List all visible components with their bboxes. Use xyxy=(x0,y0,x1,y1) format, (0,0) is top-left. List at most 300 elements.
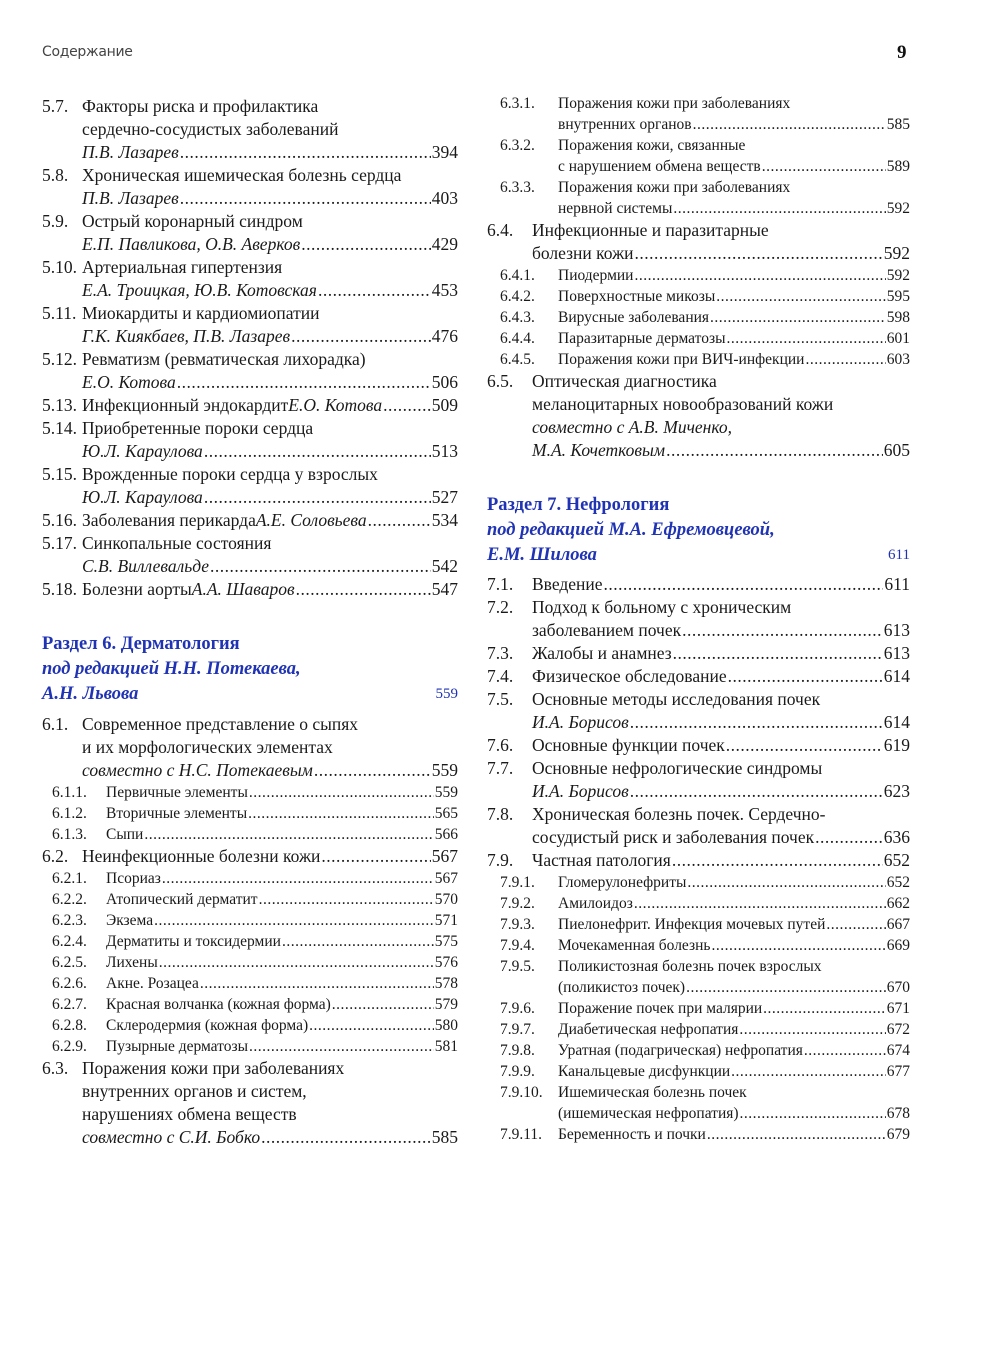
entry-line xyxy=(532,757,910,780)
entry-title: Жалобы и анамнез xyxy=(532,643,672,663)
entry-page[interactable]: 623 xyxy=(883,781,910,801)
toc-entry[interactable] xyxy=(42,509,458,532)
toc-subentry[interactable] xyxy=(42,782,458,803)
entry-author: Ю.Л. Караулова xyxy=(82,487,203,507)
entry-body xyxy=(82,532,458,578)
entry-line xyxy=(82,233,458,256)
entry-page[interactable]: 509 xyxy=(431,395,458,415)
entry-line xyxy=(82,141,458,164)
entry-line xyxy=(532,219,910,242)
toc-entry[interactable] xyxy=(42,256,458,302)
entry-page[interactable]: 592 xyxy=(886,200,910,217)
dot-leader xyxy=(144,824,433,845)
dot-leader xyxy=(630,780,883,803)
entry-number: 7.9.1. xyxy=(500,874,535,891)
heading-line xyxy=(487,518,910,543)
toc-column-right xyxy=(487,93,910,1145)
entry-body xyxy=(82,1057,458,1149)
entry-body xyxy=(82,578,458,601)
toc-subentry[interactable] xyxy=(487,914,910,935)
section-heading[interactable] xyxy=(42,632,458,707)
dot-leader xyxy=(693,114,886,135)
dot-leader xyxy=(686,977,886,998)
toc-subentry[interactable] xyxy=(487,307,910,328)
entry-page[interactable]: 559 xyxy=(431,760,458,780)
entry-number: 7.9.5. xyxy=(500,958,535,975)
entry-title: Красная волчанка (кожная форма) xyxy=(106,996,331,1013)
entry-line xyxy=(82,348,458,371)
entry-body xyxy=(558,1061,910,1082)
entry-page[interactable]: 403 xyxy=(431,188,458,208)
toc-subentry[interactable] xyxy=(487,1124,910,1145)
entry-title: Псориаз xyxy=(106,870,161,887)
entry-number: 6.4.4. xyxy=(500,330,535,347)
dot-leader xyxy=(634,265,885,286)
entry-title: Уратная (подагрическая) нефропатия xyxy=(558,1042,803,1059)
entry-line xyxy=(558,307,910,328)
toc-subentry[interactable] xyxy=(42,973,458,994)
entry-body xyxy=(558,1124,910,1145)
toc-subentry[interactable] xyxy=(42,824,458,845)
entry-title: Миокардиты и кардиомиопатии xyxy=(82,303,320,323)
toc-entry[interactable] xyxy=(42,578,458,601)
entry-page[interactable]: 613 xyxy=(883,643,910,663)
entry-author: совместно с Н.С. Потекаевым xyxy=(82,760,313,780)
entry-number: 6.4.5. xyxy=(500,351,535,368)
entry-title: Пузырные дерматозы xyxy=(106,1038,249,1055)
dot-leader xyxy=(291,325,431,348)
entry-line xyxy=(558,872,910,893)
dot-leader xyxy=(682,619,883,642)
toc-subentry[interactable] xyxy=(487,265,910,286)
entry-title: Болезни аорты xyxy=(82,579,192,599)
dot-leader xyxy=(634,893,886,914)
entry-number: 6.2.8. xyxy=(52,1017,87,1034)
entry-line xyxy=(82,509,458,532)
entry-number: 5.18. xyxy=(42,579,77,599)
entry-body xyxy=(558,872,910,893)
entry-page[interactable]: 527 xyxy=(431,487,458,507)
toc-subentry[interactable] xyxy=(42,803,458,824)
entry-line xyxy=(558,1124,910,1145)
toc-entry[interactable] xyxy=(42,532,458,578)
entry-page[interactable]: 671 xyxy=(886,1000,910,1017)
entry-line xyxy=(82,1080,458,1103)
entry-page[interactable]: 578 xyxy=(434,975,458,992)
dot-leader xyxy=(204,486,431,509)
entry-number: 5.7. xyxy=(42,96,69,116)
entry-page[interactable]: 559 xyxy=(434,784,458,801)
entry-page[interactable]: 453 xyxy=(431,280,458,300)
dot-leader xyxy=(309,1015,434,1036)
entry-number: 6.1.3. xyxy=(52,826,87,843)
entry-number: 5.13. xyxy=(42,395,77,415)
entry-page[interactable]: 678 xyxy=(886,1105,910,1122)
entry-page[interactable]: 601 xyxy=(886,330,910,347)
dot-leader xyxy=(177,371,431,394)
entry-body xyxy=(558,177,910,219)
entry-line xyxy=(106,910,458,931)
entry-line xyxy=(82,256,458,279)
toc-entry[interactable] xyxy=(487,688,910,734)
entry-line xyxy=(82,555,458,578)
toc-entry[interactable] xyxy=(42,417,458,463)
toc-subentry[interactable] xyxy=(487,1082,910,1124)
entry-page[interactable]: 595 xyxy=(886,288,910,305)
entry-number: 6.2.1. xyxy=(52,870,87,887)
toc-subentry[interactable] xyxy=(487,328,910,349)
entry-page[interactable]: 614 xyxy=(883,666,910,686)
toc-entry[interactable] xyxy=(487,757,910,803)
entry-title: Беременность и почки xyxy=(558,1126,706,1143)
entry-page[interactable]: 567 xyxy=(431,846,458,866)
toc-entry[interactable] xyxy=(487,642,910,665)
toc-subentry[interactable] xyxy=(487,935,910,956)
entry-page[interactable]: 598 xyxy=(886,309,910,326)
entry-body xyxy=(558,998,910,1019)
dot-leader xyxy=(154,910,434,931)
entry-body xyxy=(532,219,910,265)
entry-page[interactable]: 567 xyxy=(434,870,458,887)
dot-leader xyxy=(261,1126,431,1149)
entry-page[interactable]: 570 xyxy=(434,891,458,908)
entry-page[interactable]: 672 xyxy=(886,1021,910,1038)
entry-line xyxy=(82,1126,458,1149)
entry-line xyxy=(558,1061,910,1082)
toc-column-left xyxy=(42,95,458,1149)
entry-page[interactable]: 513 xyxy=(431,441,458,461)
entry-page[interactable]: 619 xyxy=(883,735,910,755)
entry-line xyxy=(106,889,458,910)
heading-line xyxy=(42,632,458,657)
entry-body xyxy=(558,286,910,307)
entry-number: 5.10. xyxy=(42,257,77,277)
entry-body xyxy=(558,349,910,370)
entry-number: 6.2.4. xyxy=(52,933,87,950)
toc-subentry[interactable] xyxy=(487,872,910,893)
entry-title: Физическое обследование xyxy=(532,666,727,686)
entry-number: 6.4.2. xyxy=(500,288,535,305)
entry-page[interactable]: 576 xyxy=(434,954,458,971)
entry-title: Ишемическая болезнь почек xyxy=(558,1084,747,1101)
heading-line xyxy=(42,657,458,682)
toc-entry[interactable] xyxy=(487,219,910,265)
entry-line xyxy=(558,998,910,1019)
running-title: Содержание xyxy=(42,44,133,60)
entry-title: Артериальная гипертензия xyxy=(82,257,283,277)
toc-entry[interactable] xyxy=(42,394,458,417)
entry-author: совместно с С.И. Бобко xyxy=(82,1127,261,1147)
entry-line xyxy=(558,935,910,956)
entry-line xyxy=(558,1082,910,1103)
entry-page[interactable]: 636 xyxy=(883,827,910,847)
entry-title: Амилоидоз xyxy=(558,895,633,912)
entry-title: Поверхностные микозы xyxy=(558,288,716,305)
toc-entry[interactable] xyxy=(42,713,458,782)
entry-title: и их морфологических элементах xyxy=(82,737,333,757)
entry-title: Хроническая ишемическая болезнь сердца xyxy=(82,165,402,185)
toc-entry[interactable] xyxy=(42,1057,458,1149)
toc-subentry[interactable] xyxy=(487,93,910,135)
toc-subentry[interactable] xyxy=(42,994,458,1015)
entry-number: 7.9. xyxy=(487,850,514,870)
entry-title: Основные нефрологические синдромы xyxy=(532,758,823,778)
dot-leader xyxy=(249,782,434,803)
entry-page[interactable]: 667 xyxy=(886,916,910,933)
toc-entry[interactable] xyxy=(42,302,458,348)
toc-entry[interactable] xyxy=(487,573,910,596)
entry-line xyxy=(82,164,458,187)
entry-number: 6.2.5. xyxy=(52,954,87,971)
entry-number: 6.2.6. xyxy=(52,975,87,992)
entry-page[interactable]: 506 xyxy=(431,372,458,392)
entry-page[interactable]: 652 xyxy=(886,874,910,891)
entry-line xyxy=(106,824,458,845)
dot-leader xyxy=(204,440,431,463)
entry-page[interactable]: 547 xyxy=(431,579,458,599)
dot-leader xyxy=(739,1019,885,1040)
entry-title: нарушениях обмена веществ xyxy=(82,1104,297,1124)
entry-author: А.Е. Соловьева xyxy=(255,510,367,530)
toc-subentry[interactable] xyxy=(487,135,910,177)
entry-title: Факторы риска и профилактика xyxy=(82,96,319,116)
entry-title: Неинфекционные болезни кожи xyxy=(82,846,321,866)
entry-title: Мочекаменная болезнь xyxy=(558,937,711,954)
entry-line xyxy=(82,210,458,233)
entry-page[interactable]: 542 xyxy=(431,556,458,576)
toc-subentry[interactable] xyxy=(487,956,910,998)
entry-page[interactable]: 674 xyxy=(886,1042,910,1059)
entry-page[interactable]: 585 xyxy=(886,116,910,133)
entry-line xyxy=(106,994,458,1015)
entry-page[interactable]: 611 xyxy=(884,574,910,594)
toc-subentry[interactable] xyxy=(42,1015,458,1036)
heading-line xyxy=(487,543,910,568)
entry-body xyxy=(82,713,458,782)
entry-page[interactable]: 575 xyxy=(434,933,458,950)
entry-page[interactable]: 566 xyxy=(434,826,458,843)
entry-number: 7.9.7. xyxy=(500,1021,535,1038)
entry-number: 7.9.6. xyxy=(500,1000,535,1017)
entry-body xyxy=(558,307,910,328)
entry-line xyxy=(82,394,458,417)
entry-page[interactable]: 592 xyxy=(886,267,910,284)
entry-body xyxy=(106,952,458,973)
entry-title: Приобретенные пороки сердца xyxy=(82,418,314,438)
entry-number: 7.9.8. xyxy=(500,1042,535,1059)
heading-line xyxy=(42,682,458,707)
entry-title: Поражения кожи при ВИЧ-инфекции xyxy=(558,351,805,368)
toc-entry[interactable] xyxy=(487,734,910,757)
entry-title: Заболевания перикарда xyxy=(82,510,256,530)
heading-title: Раздел 7. Нефрология xyxy=(487,495,670,515)
entry-title: внутренних органов xyxy=(558,116,692,133)
dot-leader xyxy=(368,509,431,532)
dot-leader xyxy=(259,889,434,910)
entry-title: Поражения кожи при заболеваниях xyxy=(558,95,791,112)
entry-body xyxy=(558,914,910,935)
toc-entry[interactable] xyxy=(42,463,458,509)
entry-number: 7.3. xyxy=(487,643,514,663)
entry-line xyxy=(532,642,910,665)
entry-page[interactable]: 670 xyxy=(886,979,910,996)
toc-subentry[interactable] xyxy=(487,998,910,1019)
entry-title: Сыпи xyxy=(106,826,144,843)
heading-editors: Е.М. Шилова xyxy=(487,545,597,565)
entry-author: Г.К. Киякбаев, П.В. Лазарев xyxy=(82,326,291,346)
entry-number: 6.5. xyxy=(487,371,514,391)
entry-page[interactable]: 429 xyxy=(431,234,458,254)
dot-leader xyxy=(815,826,883,849)
dot-leader xyxy=(162,868,434,889)
toc-subentry[interactable] xyxy=(42,910,458,931)
toc-subentry[interactable] xyxy=(42,868,458,889)
heading-editors: под редакцией М.А. Ефремовцевой, xyxy=(487,520,775,540)
entry-page[interactable]: 605 xyxy=(883,440,910,460)
toc-entry[interactable] xyxy=(42,95,458,164)
entry-number: 6.4. xyxy=(487,220,514,240)
entry-title: Гломерулонефриты xyxy=(558,874,687,891)
entry-line xyxy=(532,826,910,849)
toc-entry[interactable] xyxy=(487,803,910,849)
entry-title: Подход к больному с хроническим xyxy=(532,597,792,617)
entry-author: Е.А. Троицкая, Ю.В. Котовская xyxy=(82,280,317,300)
entry-body xyxy=(106,1036,458,1057)
entry-page[interactable]: 534 xyxy=(431,510,458,530)
toc-entry[interactable] xyxy=(487,849,910,872)
entry-page[interactable]: 677 xyxy=(886,1063,910,1080)
entry-line xyxy=(106,1015,458,1036)
entry-number: 5.9. xyxy=(42,211,69,231)
toc-subentry[interactable] xyxy=(487,1061,910,1082)
entry-page[interactable]: 669 xyxy=(886,937,910,954)
entry-page[interactable]: 613 xyxy=(883,620,910,640)
entry-number: 6.2.9. xyxy=(52,1038,87,1055)
toc-entry[interactable] xyxy=(42,845,458,868)
entry-title: Вторичные элементы xyxy=(106,805,248,822)
entry-line xyxy=(82,95,458,118)
entry-page[interactable]: 679 xyxy=(886,1126,910,1143)
entry-title: Инфекционный эндокардит xyxy=(82,395,289,415)
dot-leader xyxy=(731,1061,886,1082)
entry-line xyxy=(558,914,910,935)
entry-line xyxy=(82,187,458,210)
entry-page[interactable]: 614 xyxy=(883,712,910,732)
entry-number: 6.2.3. xyxy=(52,912,87,929)
entry-body xyxy=(532,642,910,665)
toc-subentry[interactable] xyxy=(42,1036,458,1057)
entry-title: Атопический дерматит xyxy=(106,891,258,908)
toc-subentry[interactable] xyxy=(487,349,910,370)
entry-line xyxy=(558,114,910,135)
entry-author: Е.О. Котова xyxy=(288,395,383,415)
entry-author: Е.П. Павликова, О.В. Аверков xyxy=(82,234,301,254)
heading-editors: А.Н. Львова xyxy=(42,684,139,704)
entry-line xyxy=(532,711,910,734)
entry-author: Е.О. Котова xyxy=(82,372,176,392)
entry-title: Паразитарные дерматозы xyxy=(558,330,726,347)
entry-page[interactable]: 571 xyxy=(434,912,458,929)
toc-subentry[interactable] xyxy=(487,1019,910,1040)
toc-entry[interactable] xyxy=(487,596,910,642)
entry-author: С.В. Виллевальде xyxy=(82,556,210,576)
toc-entry[interactable] xyxy=(487,370,910,462)
entry-page[interactable]: 476 xyxy=(431,326,458,346)
toc-subentry[interactable] xyxy=(42,889,458,910)
entry-line xyxy=(532,849,910,872)
entry-body xyxy=(532,370,910,462)
entry-page[interactable]: 394 xyxy=(431,142,458,162)
entry-page[interactable]: 585 xyxy=(431,1127,458,1147)
entry-page[interactable]: 589 xyxy=(886,158,910,175)
toc-subentry[interactable] xyxy=(42,952,458,973)
entry-line xyxy=(82,279,458,302)
entry-line xyxy=(532,573,910,596)
entry-title: Хроническая болезнь почек. Сердечно- xyxy=(532,804,826,824)
dot-leader xyxy=(711,935,885,956)
entry-number: 5.8. xyxy=(42,165,69,185)
toc-subentry[interactable] xyxy=(487,893,910,914)
entry-line xyxy=(82,486,458,509)
toc-subentry[interactable] xyxy=(42,931,458,952)
entry-body xyxy=(558,93,910,135)
entry-page[interactable]: 603 xyxy=(886,351,910,368)
entry-page[interactable]: 592 xyxy=(883,243,910,263)
entry-number: 6.4.1. xyxy=(500,267,535,284)
entry-line xyxy=(532,665,910,688)
entry-page[interactable]: 581 xyxy=(434,1038,458,1055)
toc-entry[interactable] xyxy=(42,210,458,256)
entry-page[interactable]: 652 xyxy=(883,850,910,870)
dot-leader xyxy=(710,307,886,328)
entry-title: Пиелонефрит. Инфекция мочевых путей xyxy=(558,916,826,933)
entry-page[interactable]: 662 xyxy=(886,895,910,912)
entry-title: сосудистый риск и заболевания почек xyxy=(532,827,815,847)
entry-page[interactable]: 565 xyxy=(434,805,458,822)
toc-subentry[interactable] xyxy=(487,177,910,219)
entry-body xyxy=(106,803,458,824)
entry-title: Поражения кожи при заболеваниях xyxy=(82,1058,345,1078)
entry-body xyxy=(82,210,458,256)
toc-subentry[interactable] xyxy=(487,1040,910,1061)
entry-page[interactable]: 579 xyxy=(434,996,458,1013)
dot-leader xyxy=(282,931,434,952)
toc-subentry[interactable] xyxy=(487,286,910,307)
toc-entry[interactable] xyxy=(487,665,910,688)
dot-leader xyxy=(200,973,434,994)
entry-number: 5.16. xyxy=(42,510,77,530)
toc-entry[interactable] xyxy=(42,348,458,394)
toc-entry[interactable] xyxy=(42,164,458,210)
entry-body xyxy=(106,824,458,845)
dot-leader xyxy=(248,803,434,824)
entry-title: Первичные элементы xyxy=(106,784,248,801)
dot-leader xyxy=(210,555,431,578)
section-heading[interactable] xyxy=(487,493,910,568)
dot-leader xyxy=(726,734,883,757)
entry-number: 5.17. xyxy=(42,533,77,553)
entry-title: Поликистозная болезнь почек взрослых xyxy=(558,958,822,975)
dot-leader xyxy=(672,849,883,872)
entry-body xyxy=(532,688,910,734)
dot-leader xyxy=(826,914,885,935)
entry-body xyxy=(106,889,458,910)
entry-number: 6.4.3. xyxy=(500,309,535,326)
entry-page[interactable]: 580 xyxy=(434,1017,458,1034)
entry-title: Поражения кожи при заболеваниях xyxy=(558,179,791,196)
entry-title: болезни кожи xyxy=(532,243,634,263)
entry-number: 7.9.4. xyxy=(500,937,535,954)
